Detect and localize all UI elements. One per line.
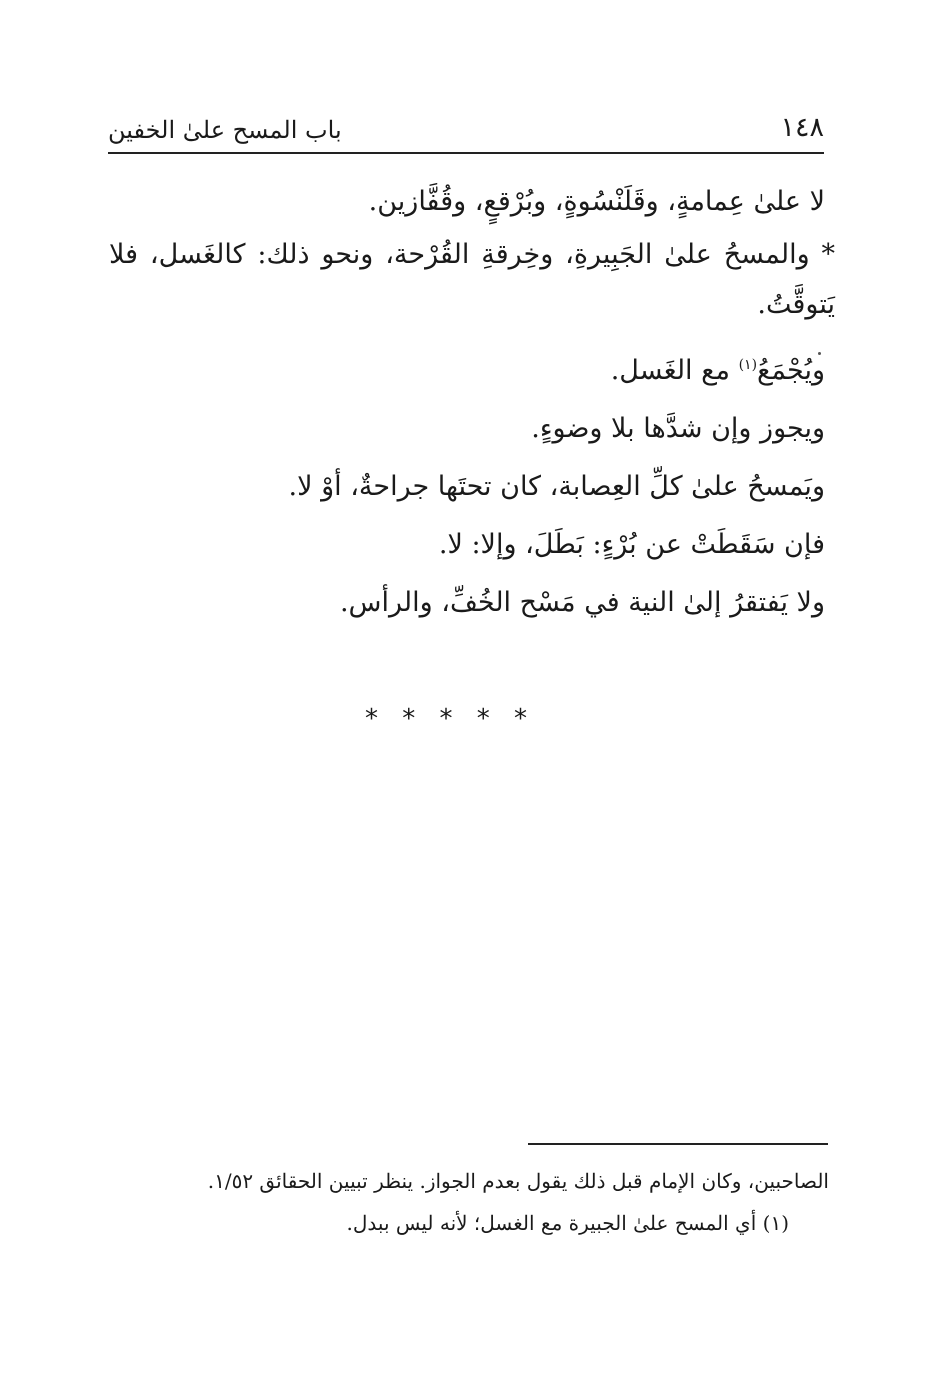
- text-line-3-start: ويُجْمَعُ: [757, 355, 825, 386]
- text-line-4: ويجوز وإن شدَّها بلا وضوءٍ.: [531, 413, 825, 444]
- footnote-divider: [528, 1143, 828, 1145]
- text-line-1: لا علىٰ عِمامةٍ، وقَلَنْسُوةٍ، وبُرْقعٍ، وقُفَّازين.: [368, 186, 825, 217]
- text-line-3: [109, 336, 825, 400]
- page-number: ١٤٨: [780, 112, 824, 143]
- page-header: [108, 108, 824, 154]
- main-text: [109, 176, 835, 632]
- footnote-1: (١) أي المسح علىٰ الجبيرة مع الغسل؛ لأنه ليس ببدل.: [346, 1211, 789, 1235]
- footnote-reference[interactable]: (١): [738, 357, 758, 373]
- text-line-7: ولا يَفتقرُ إلىٰ النية في مَسْح الخُفِّ، والرأس.: [339, 587, 825, 618]
- footnote-continuation: الصاحبين، وكان الإمام قبل ذلك يقول بعدم الجواز. ينظر تبيين الحقائق ١/٥٢.: [207, 1169, 829, 1193]
- text-line-6: فإن سَقَطَتْ عن بُرْءٍ: بَطَلَ، وإلا: لا.: [438, 529, 825, 560]
- footnotes: [129, 1160, 829, 1244]
- running-title: باب المسح علىٰ الخفين: [108, 116, 342, 144]
- text-line-2: * والمسحُ علىٰ الجَبِيرةِ، وخِرقةِ القُرْحة، ونحو ذلك: كالغَسل، فلا يَتوقَّتُ.: [109, 239, 835, 320]
- text-line-5: ويَمسحُ علىٰ كلِّ العِصابة، كان تحتَها جراحةٌ، أوْ لا.: [288, 471, 825, 502]
- section-separator: * * * * *: [364, 704, 536, 734]
- text-line-3-end: مع الغَسل.: [610, 355, 739, 386]
